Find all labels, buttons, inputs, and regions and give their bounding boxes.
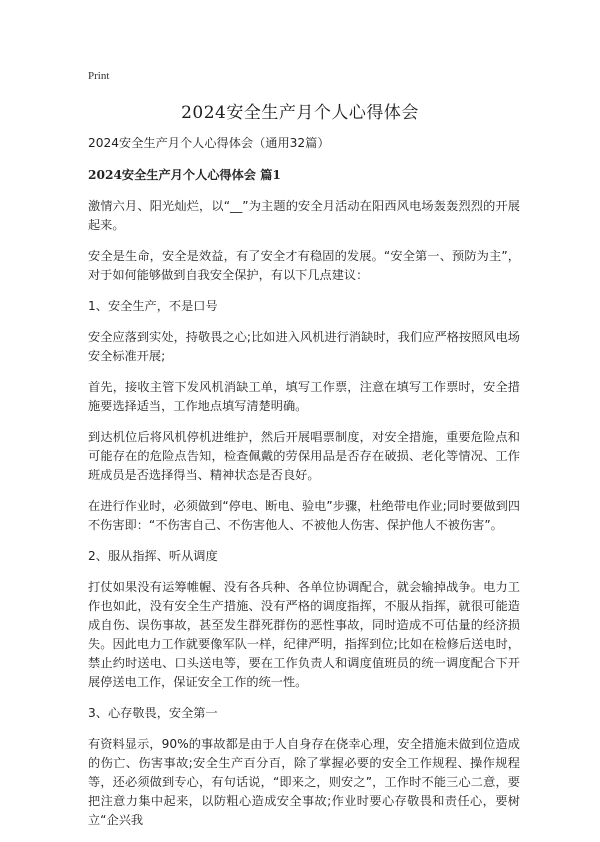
point-heading-2: 2、服从指挥、听从调度 <box>88 549 218 563</box>
document-title: 2024安全生产月个人心得体会 <box>181 103 419 123</box>
point-heading-3: 3、心存敬畏，安全第一 <box>88 706 218 720</box>
paragraph-point-2: 打仗如果没有运筹帷幄、没有各兵种、各单位协调配合，就会输掉战争。电力工作也如此，没有安全生产措施、没有严格的调度指挥，不服从指挥，就很可能造成自伤、误伤事故，甚至发生群死群伤的恶性事故，同时造成不可估量的经济损失。因此电力工作就要像军队一样，纪律严明，指挥到位;比如在检修后送电时，禁止约时送电、口头送电等，要在工作负责人和调度值班员的统一调度配合下开展停送电工作，保证安全工作的统一性。 <box>88 580 520 689</box>
print-label: Print <box>88 70 110 82</box>
section-heading: 2024安全生产月个人心得体会 篇1 <box>88 168 281 182</box>
paragraph-point-1a: 安全应落到实处，持敬畏之心;比如进入风机进行消缺时，我们应严格按照风电场安全标准开展; <box>88 330 520 363</box>
paragraph-point-1b: 首先，接收主管下发风机消缺工单，填写工作票，注意在填写工作票时，安全措施要选择适当，工作地点填写清楚明确。 <box>88 380 520 413</box>
paragraph-safety-principle: 安全是生命，安全是效益，有了安全才有稳固的发展。“安全第一、预防为主”，对于如何能够做到自我安全保护，有以下几点建议： <box>88 249 520 282</box>
paragraph-intro: 激情六月、阳光灿烂，以“__”为主题的安全月活动在阳西风电场轰轰烈烈的开展起来。 <box>88 199 520 232</box>
document-body <box>88 134 520 842</box>
paragraph-point-1c: 到达机位后将风机停机进维护，然后开展唱票制度，对安全措施，重要危险点和可能存在的危险点告知，检查佩戴的劳保用品是否存在破损、老化等情况、工作班成员是否选择得当、精神状态是否良好。 <box>88 430 520 482</box>
point-heading-1: 1、安全生产，不是口号 <box>88 299 218 313</box>
paragraph-point-1d: 在进行作业时，必须做到“停电、断电、验电”步骤，杜绝带电作业;同时要做到四不伤害即：“不伤害自己、不伤害他人、不被他人伤害、保护他人不被伤害”。 <box>88 499 520 532</box>
document-subtitle: 2024安全生产月个人心得体会（通用32篇） <box>88 136 330 150</box>
paragraph-point-3: 有资料显示，90%的事故都是由于人自身存在侥幸心理，安全措施未做到位造成的伤亡、伤害事故;安全生产百分百，除了掌握必要的安全工作规程、操作规程等，还必须做到专心，有句话说，“即来之，则安之”，工作时不能三心二意，要把注意力集中起来，以防粗心造成安全事故;作业时要心存敬畏和责任心，要树立“企兴我 <box>88 737 520 827</box>
